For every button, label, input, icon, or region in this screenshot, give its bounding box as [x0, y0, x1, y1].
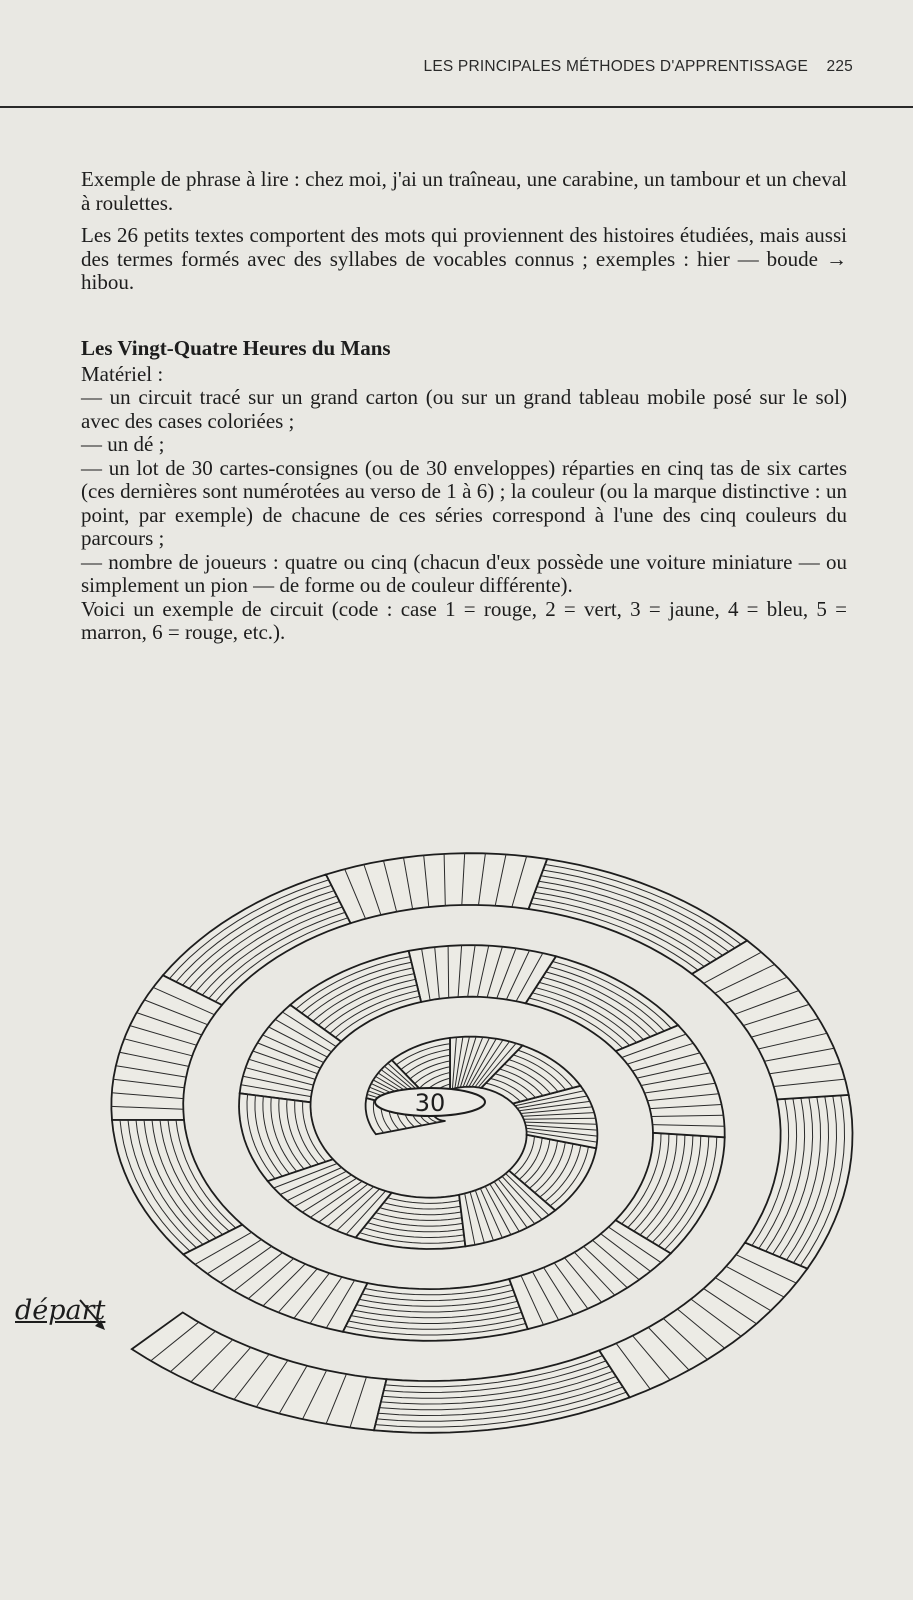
circuit-case-6	[529, 859, 748, 974]
center-label: 30	[414, 1089, 446, 1117]
section-heading: Les Vingt-Quatre Heures du Mans	[81, 335, 391, 360]
paragraph-circuit-example: Voici un exemple de circuit (code : case 1 = rouge, 2 = vert, 3 = jaune, 4 = bleu, 5 = marron, 6 = rouge, etc.).	[81, 596, 847, 644]
circuit-case-9	[111, 975, 221, 1120]
list-item: — un dé ;	[81, 432, 165, 456]
list-item: — nombre de joueurs : quatre ou cinq (chacun d'eux possède une voiture miniature — ou simplement un pion — de forme ou de couleur différente).	[81, 549, 847, 597]
paragraph-texts: Les 26 petits textes comportent des mots qui proviennent des histoires étudiées, mais aussi des termes formés avec des syllabes de vocables connus ; exemples : hier — boude → hibou.	[81, 223, 847, 294]
spiral-circuit-diagram	[0, 790, 913, 1550]
circuit-case-2	[374, 1350, 630, 1432]
circuit-case-11	[183, 1225, 367, 1332]
paragraph-example-sentence: Exemple de phrase à lire : chez moi, j'ai un traîneau, une carabine, un tambour et un cheval à roulettes.	[81, 167, 847, 215]
circuit-case-7	[326, 853, 547, 923]
page-number: 225	[826, 58, 853, 75]
page-body	[81, 168, 847, 645]
list-item: — un circuit tracé sur un grand carton (ou sur un grand tableau mobile posé sur le sol) avec des cases coloriées ;	[81, 385, 847, 433]
materiel-label: Matériel :	[81, 361, 164, 386]
running-header	[0, 50, 913, 108]
center-oval	[375, 1088, 485, 1117]
running-title	[424, 58, 853, 76]
circuit-cells	[111, 853, 852, 1433]
circuit-case-12	[343, 1279, 528, 1341]
running-title-text: LES PRINCIPALES MÉTHODES D'APPRENTISSAGE	[423, 58, 809, 75]
list-item: — un lot de 30 cartes-consignes (ou de 30 enveloppes) réparties en cinq tas de six cartes (ces dernières sont numérotées au verso de 1 à 6) ; la couleur (ou la marque distinctive : un point, par exemple) de chacune de ces séries correspond à l'une des cinq couleurs du parcours ;	[81, 455, 847, 550]
circuit-case-5	[692, 941, 849, 1100]
start-label: départ	[15, 1295, 106, 1326]
circuit-case-4	[745, 1095, 853, 1269]
